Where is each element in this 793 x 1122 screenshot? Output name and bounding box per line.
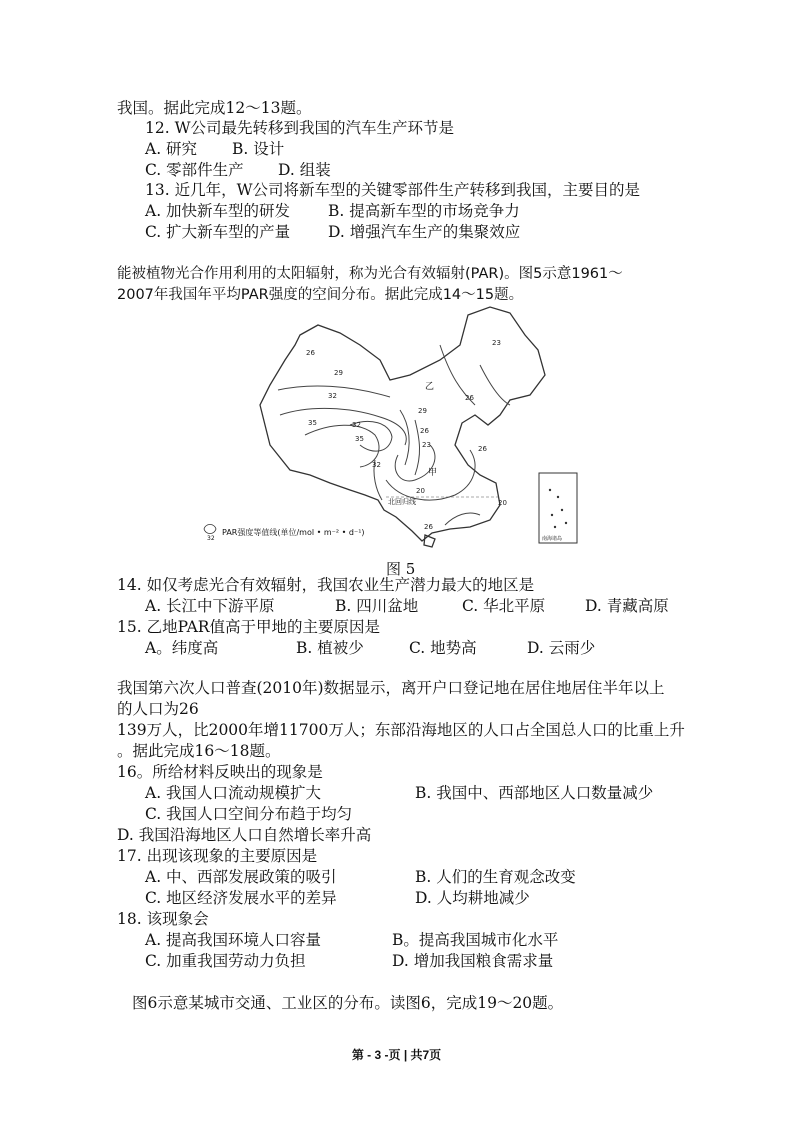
tropic-label: 北回归线 <box>388 498 416 506</box>
q14-option-d: D. 青藏高原 <box>585 597 669 615</box>
isoline-label-26c: 26 <box>420 427 429 435</box>
label-yi: 乙 <box>425 382 435 392</box>
legend-isoline-icon <box>204 525 216 534</box>
south-china-sea-inset <box>539 473 577 543</box>
q14-option-c: C. 华北平原 <box>462 597 546 615</box>
intro-q12: 我国。据此完成12～13题。 <box>117 99 312 117</box>
q13-stem: 13. 近几年，W公司将新车型的关键零部件生产转移到我国，主要目的是 <box>145 181 641 199</box>
isoline-label-26b: 26 <box>465 394 474 402</box>
q17-option-c: C. 地区经济发展水平的差异 <box>145 889 337 907</box>
q16-option-d: D. 我国沿海地区人口自然增长率升高 <box>117 826 372 844</box>
isoline-label-23b: 23 <box>422 441 431 449</box>
q13-option-a: A. 加快新车型的研发 <box>145 202 291 220</box>
q15-option-c: C. 地势高 <box>409 639 477 657</box>
q12-option-a: A. 研究 <box>145 140 198 158</box>
china-outline <box>260 307 545 547</box>
isoline-label-32c: 32 <box>372 461 381 469</box>
q13-option-b: B. 提高新车型的市场竞争力 <box>328 202 520 220</box>
figure5-par-map <box>200 305 580 550</box>
q17-option-b: B. 人们的生育观念改变 <box>415 868 576 886</box>
q18-stem: 18. 该现象会 <box>117 910 209 928</box>
inset-label: 南海诸岛 <box>542 536 563 542</box>
q18-option-c: C. 加重我国劳动力负担 <box>145 952 306 970</box>
isoline-label-23a: 23 <box>492 339 501 347</box>
q14-option-b: B. 四川盆地 <box>335 597 419 615</box>
q18-option-d: D. 增加我国粮食需求量 <box>392 952 554 970</box>
q18-option-b: B。提高我国城市化水平 <box>392 931 559 949</box>
isoline-label-29a: 29 <box>334 369 343 377</box>
q12-option-c: C. 零部件生产 <box>145 161 244 179</box>
par-intro-line1: 能被植物光合作用利用的太阳辐射，称为光合有效辐射(PAR)。图5示意1961～ <box>117 266 623 282</box>
legend-text: PAR强度等值线(单位/mol • m⁻² • d⁻¹) <box>222 528 365 537</box>
q16-stem: 16。所给材料反映出的现象是 <box>117 763 323 781</box>
isoline-label-35a: 35 <box>308 419 317 427</box>
figure5-caption: 图 5 <box>386 560 416 578</box>
isoline-label-29b: 29 <box>418 407 427 415</box>
label-jia: 甲 <box>428 468 438 478</box>
q16-option-c: C. 我国人口空间分布趋于均匀 <box>145 805 353 823</box>
isoline-label-35b: 35 <box>355 435 364 443</box>
isoline-label-32a: 32 <box>328 392 337 400</box>
legend-value: 32 <box>207 535 215 542</box>
q13-option-d: D. 增强汽车生产的集聚效应 <box>328 223 521 241</box>
isoline-label-32b: 32 <box>352 421 361 429</box>
q15-option-d: D. 云雨少 <box>527 639 596 657</box>
figure6-intro: 图6示意某城市交通、工业区的分布。读图6，完成19～20题。 <box>132 994 564 1012</box>
q16-option-a: A. 我国人口流动规模扩大 <box>145 784 322 802</box>
census-intro-line2: 的人口为26 <box>117 700 199 718</box>
q13-option-c: C. 扩大新车型的产量 <box>145 223 291 241</box>
q16-option-b: B. 我国中、西部地区人口数量减少 <box>415 784 654 802</box>
isoline-label-20b: 20 <box>498 499 507 507</box>
isoline-label-26e: 26 <box>424 523 433 531</box>
q12-option-d: D. 组装 <box>278 161 331 179</box>
q15-option-a: A。纬度高 <box>145 639 219 657</box>
isoline-label-26d: 26 <box>478 445 487 453</box>
q15-option-b: B. 植被少 <box>296 639 364 657</box>
census-intro-line4: 。据此完成16～18题。 <box>117 742 281 760</box>
q14-stem: 14. 如仅考虑光合有效辐射，我国农业生产潜力最大的地区是 <box>117 576 535 594</box>
q17-stem: 17. 出现该现象的主要原因是 <box>117 847 318 865</box>
isoline-label-20a: 20 <box>416 487 425 495</box>
census-intro-line3: 139万人，比2000年增11700万人；东部沿海地区的人口占全国总人口的比重上升 <box>117 721 685 739</box>
census-intro-line1: 我国第六次人口普查(2010年)数据显示，离开户口登记地在居住地居住半年以上 <box>117 679 665 697</box>
q12-stem: 12. W公司最先转移到我国的汽车生产环节是 <box>145 119 455 137</box>
q14-option-a: A. 长江中下游平原 <box>145 597 275 615</box>
q17-option-a: A. 中、西部发展政策的吸引 <box>145 868 337 886</box>
page-footer: 第 - 3 -页 | 共7页 <box>351 1048 442 1062</box>
q15-stem: 15. 乙地PAR值高于甲地的主要原因是 <box>117 618 380 636</box>
isoline-label-26a: 26 <box>306 349 315 357</box>
q18-option-a: A. 提高我国环境人口容量 <box>145 931 322 949</box>
par-intro-line2: 2007年我国年平均PAR强度的空间分布。据此完成14～15题。 <box>117 287 524 303</box>
q12-option-b: B. 设计 <box>232 140 285 158</box>
q17-option-d: D. 人均耕地减少 <box>415 889 530 907</box>
